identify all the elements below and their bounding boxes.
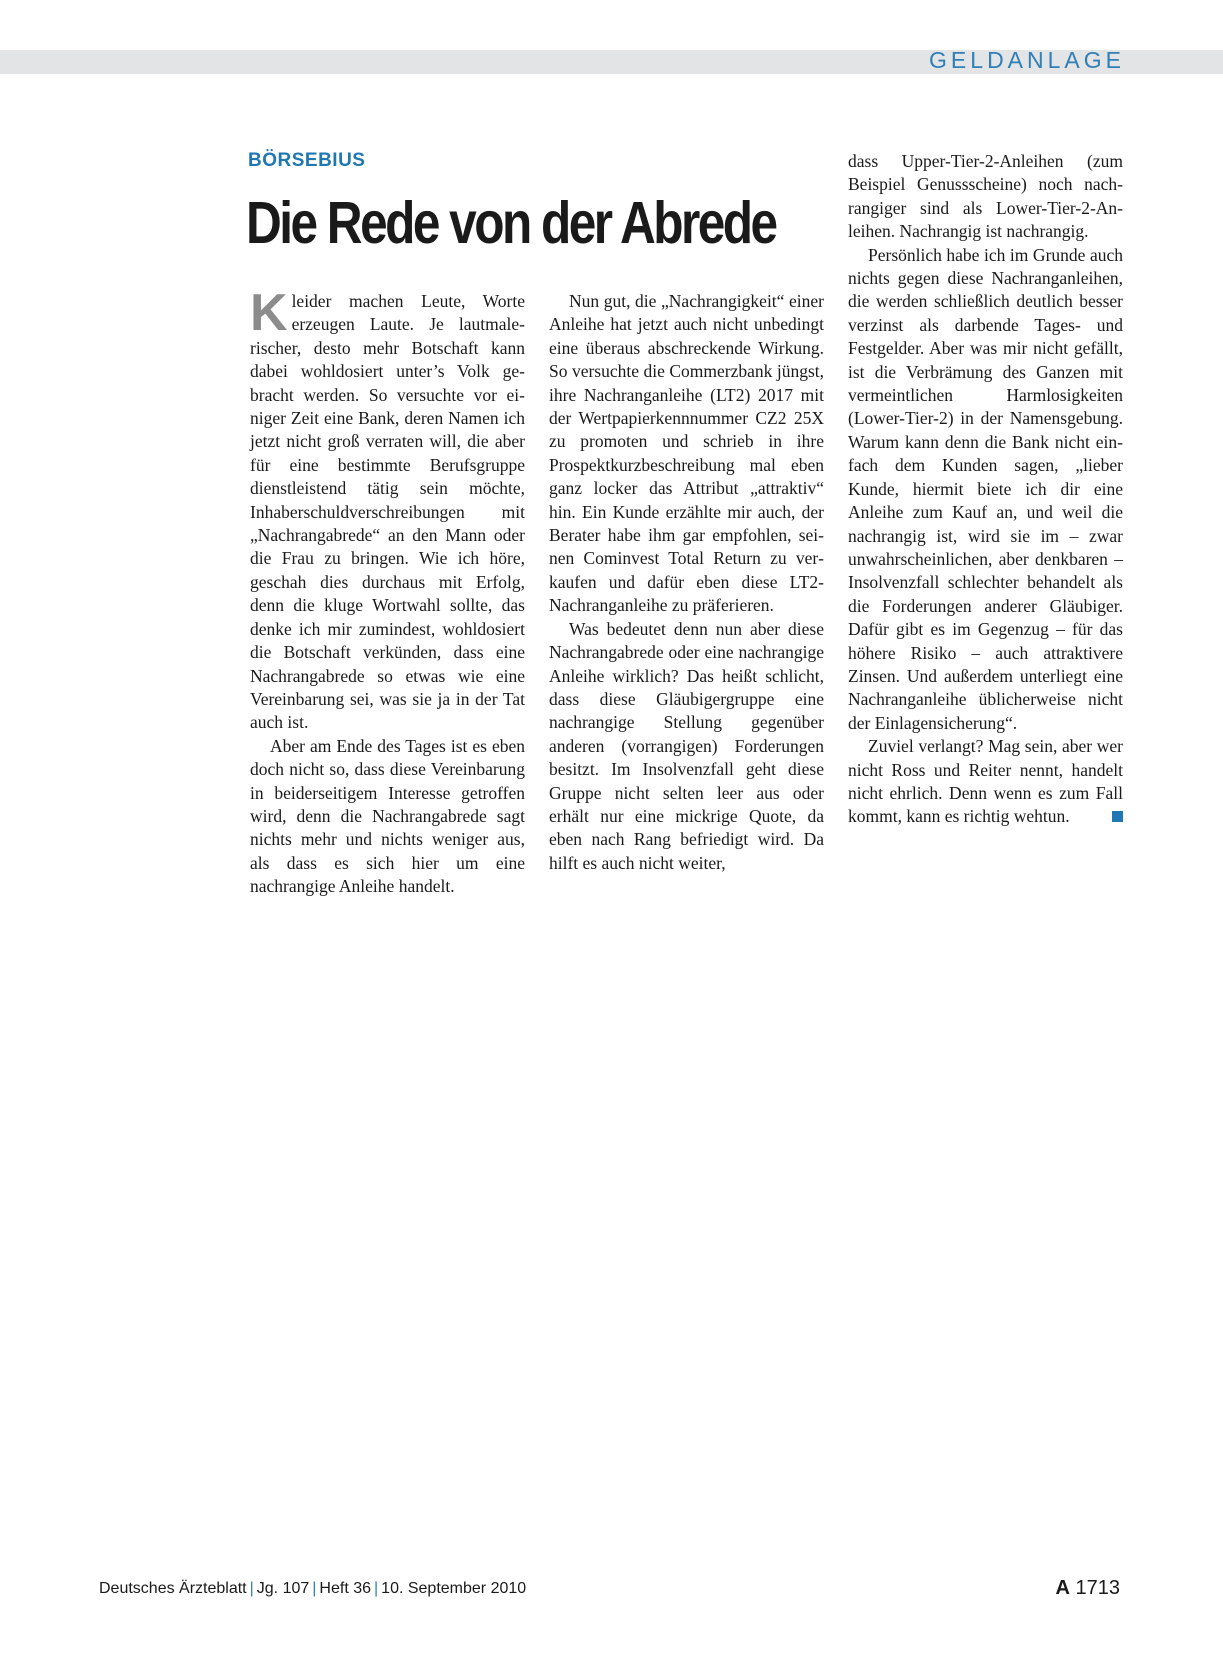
paragraph-last	[848, 735, 1123, 829]
page-number	[1055, 1577, 1120, 1600]
issue-date: 10. September 2010	[381, 1580, 527, 1597]
journal-name: Deutsches Ärzteblatt	[99, 1580, 247, 1597]
end-mark-icon	[1112, 811, 1123, 822]
text-column-3	[848, 150, 1123, 829]
paragraph-text: leider machen Leute, Worte erzeugen Laute. Je lautmalerischer, desto mehr Botschaft kann dabei wohldosiert unter’s Volk gebracht werden. So versuchte vor einiger Zeit eine Bank, deren Namen ich jetzt nicht groß verraten will, die aber für eine bestimmte Berufsgruppe dienstleistend tätig sein möchte, Inhaberschuldverschreibungen mit „Nachrangabrede“ an den Mann oder die Frau zu bringen. Wie ich höre, geschah dies durchaus mit Erfolg, denn die kluge Wortwahl sollte, das denke ich mir zumindest, wohldosiert die Botschaft verkünden, dass eine Nachrangabrede so etwas wie eine Vereinbarung sei, was sie ja in der Tat auch ist.	[250, 291, 525, 733]
paragraph	[250, 284, 525, 735]
separator: |	[249, 1580, 254, 1597]
footer-citation	[99, 1580, 526, 1598]
paragraph-text: Zuviel verlangt? Mag sein, aber wer nicht Ross und Reiter nennt, handelt nicht ehrlich. Denn wenn es zum Fall kommt, kann es richtig wehtun.	[848, 736, 1123, 827]
article-title: Die Rede von der Abrede	[246, 190, 776, 256]
text-column-2	[549, 290, 824, 875]
issue: Heft 36	[319, 1580, 372, 1597]
text-column-1	[250, 284, 525, 899]
paragraph: Aber am Ende des Tages ist es eben doch nicht so, dass diese Vereinbarung in beiderseitigem Interesse getroffen wird, denn die Nachrangabrede sagt nichts mehr und nichts weniger aus, als dass es sich hier um eine nachrangige Anleihe handelt.	[250, 735, 525, 897]
paragraph: dass Upper-Tier-2-Anleihen (zum Beispiel Genussscheine) noch nachrangiger sind als Lower-Tier-2-Anleihen. Nachrangig ist nachrangig.	[848, 151, 1123, 242]
paragraph: Was bedeutet denn nun aber diese Nachrangabrede oder eine nachrangige Anleihe wirklich? Das heißt schlicht, dass diese Gläubigergruppe eine nachrangige Stellung gegenüber anderen (vorrangigen) Forderungen besitzt. Im Insolvenzfall geht diese Gruppe nicht selten leer aus oder erhält nur eine mickrige Quote, da eben nach Rang befriedigt wird. Da hilft es auch nicht weiter,	[549, 618, 824, 873]
column-kicker: BÖRSEBIUS	[248, 150, 366, 171]
volume: Jg. 107	[256, 1580, 310, 1597]
page-prefix: A	[1055, 1577, 1070, 1599]
separator: |	[312, 1580, 317, 1597]
separator: |	[374, 1580, 379, 1597]
drop-cap: K	[250, 284, 288, 342]
paragraph: Persönlich habe ich im Grunde auch nichts gegen diese Nachranganleihen, die werden schließlich deutlich besser verzinst als darbende Tages- und Festgelder. Aber was mir nicht gefällt, ist die Verbrämung des Ganzen mit vermeintlichen Harmlosigkeiten (Lower-Tier-2) in der Namensgebung. Warum kann denn die Bank nicht einfach dem Kunden sagen, „lieber Kunde, hiermit biete ich dir eine Anleihe zum Kauf an, und weil die nachrangig ist, wird sie im – zwar unwahrscheinlichen, aber denkbaren – Insolvenzfall schlechter behandelt als die Forderungen anderer Gläubiger. Dafür gibt es im Gegenzug – für das höhere Risiko – auch attraktivere Zinsen. Und außerdem unterliegt eine Nachranganleihe üblicherweise nicht der Einlagensicherung“.	[848, 244, 1123, 733]
section-label: GELDANLAGE	[929, 47, 1125, 73]
paragraph: Nun gut, die „Nachrangigkeit“ einer Anleihe hat jetzt auch nicht unbedingt eine überaus abschreckende Wirkung. So versuchte die Commerzbank jüngst, ihre Nachranganleihe (LT2) 2017 mit der Wertpapierkennnummer CZ2 25X zu promoten und schrieb in ihre Prospektkurzbeschreibung mal eben ganz locker das Attribut „attraktiv“ hin. Ein Kunde erzählte mir auch, der Berater habe ihm gar empfohlen, seinen Cominvest Total Return zu verkaufen und dafür eben diese LT2-Nachranganleihe zu präferieren.	[549, 291, 824, 616]
page-number-value: 1713	[1075, 1577, 1120, 1599]
